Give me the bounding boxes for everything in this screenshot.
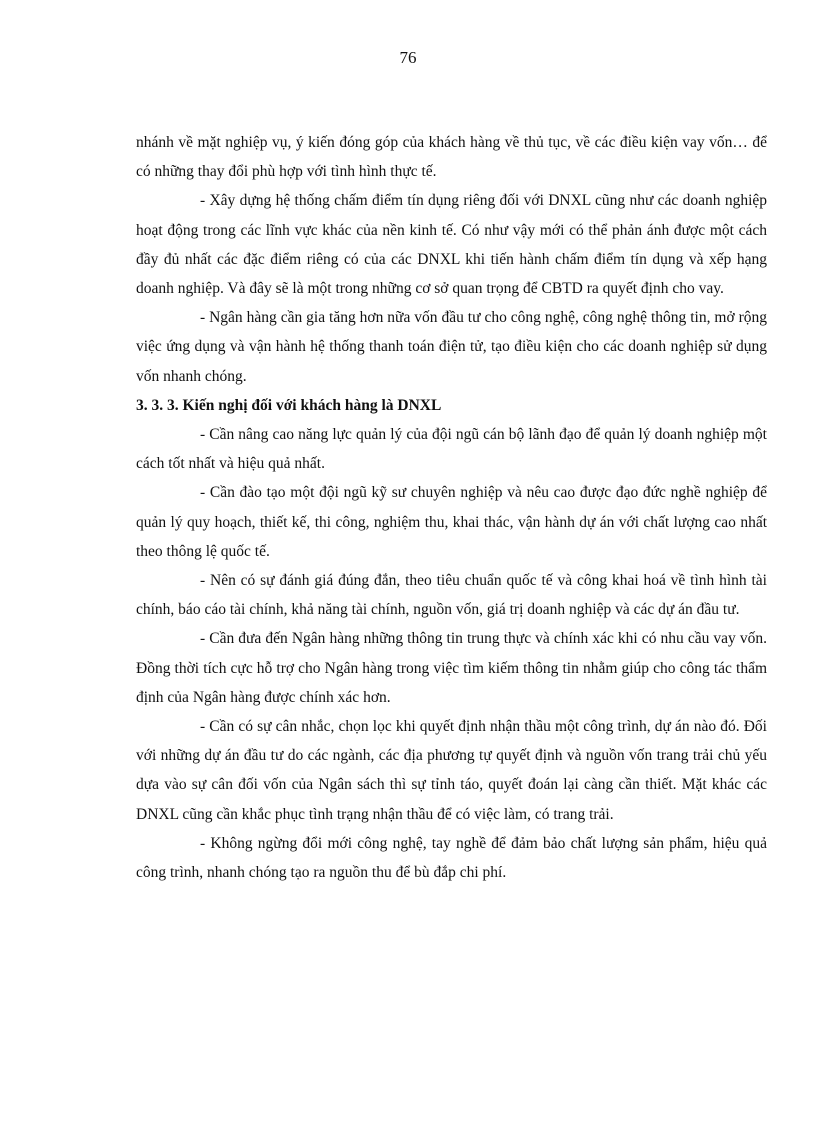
list-item: - Cần có sự cân nhắc, chọn lọc khi quyết định nhận thầu một công trình, dự án nào đó. Đối với những dự án đầu tư do các ngành, các địa phương tự quyết định và nguồn vốn trang trải chủ yếu dựa vào sự cân đối vốn của Ngân sách thì sự tỉnh táo, quyết đoán lại càng cần thiết. Mặt khác các DNXL cũng cần khắc phục tình trạng nhận thầu để có việc làm, có trang trải. <box>136 718 767 823</box>
list-item: - Cần đưa đến Ngân hàng những thông tin trung thực và chính xác khi có nhu cầu vay vốn. Đồng thời tích cực hỗ trợ cho Ngân hàng trong việc tìm kiếm thông tin nhằm giúp cho công tác thẩm định của Ngân hàng được chính xác hơn. <box>136 630 767 706</box>
section-heading: 3. 3. 3. Kiến nghị đối với khách hàng là DNXL <box>136 396 442 414</box>
paragraph-continuation: nhánh về mặt nghiệp vụ, ý kiến đóng góp của khách hàng về thủ tục, về các điều kiện vay vốn… để có những thay đổi phù hợp với tình hình thực tế. <box>136 134 767 181</box>
document-body <box>136 128 767 887</box>
paragraph-technology-investment: - Ngân hàng cần gia tăng hơn nữa vốn đầu tư cho công nghệ, công nghệ thông tin, mở rộng việc ứng dụng và vận hành hệ thống thanh toán điện tử, tạo điều kiện cho các doanh nghiệp sử dụng vốn nhanh chóng. <box>136 309 767 385</box>
page-number: 76 <box>399 48 417 67</box>
paragraph-credit-scoring: - Xây dựng hệ thống chấm điểm tín dụng riêng đối với DNXL cũng như các doanh nghiệp hoạt động trong các lĩnh vực khác của nền kinh tế. Có như vậy mới có thể phản ánh được một cách đầy đủ nhất các đặc điểm riêng có của các DNXL khi tiến hành chấm điểm tín dụng và xếp hạng doanh nghiệp. Và đây sẽ là một trong những cơ sở quan trọng để CBTD ra quyết định cho vay. <box>136 192 767 298</box>
list-item: - Nên có sự đánh giá đúng đắn, theo tiêu chuẩn quốc tế và công khai hoá về tình hình tài chính, báo cáo tài chính, khả năng tài chính, nguồn vốn, giá trị doanh nghiệp và các dự án đầu tư. <box>136 572 767 619</box>
list-item: - Cần đào tạo một đội ngũ kỹ sư chuyên nghiệp và nêu cao được đạo đức nghề nghiệp để quản lý quy hoạch, thiết kế, thi công, nghiệm thu, khai thác, vận hành dự án với chất lượng cao nhất theo thông lệ quốc tế. <box>136 484 767 560</box>
list-item: - Không ngừng đổi mới công nghệ, tay nghề để đảm bảo chất lượng sản phẩm, hiệu quả công trình, nhanh chóng tạo ra nguồn thu để bù đắp chi phí. <box>136 834 767 882</box>
list-item: - Cần nâng cao năng lực quản lý của đội ngũ cán bộ lãnh đạo để quản lý doanh nghiệp một cách tốt nhất và hiệu quả nhất. <box>136 426 767 473</box>
